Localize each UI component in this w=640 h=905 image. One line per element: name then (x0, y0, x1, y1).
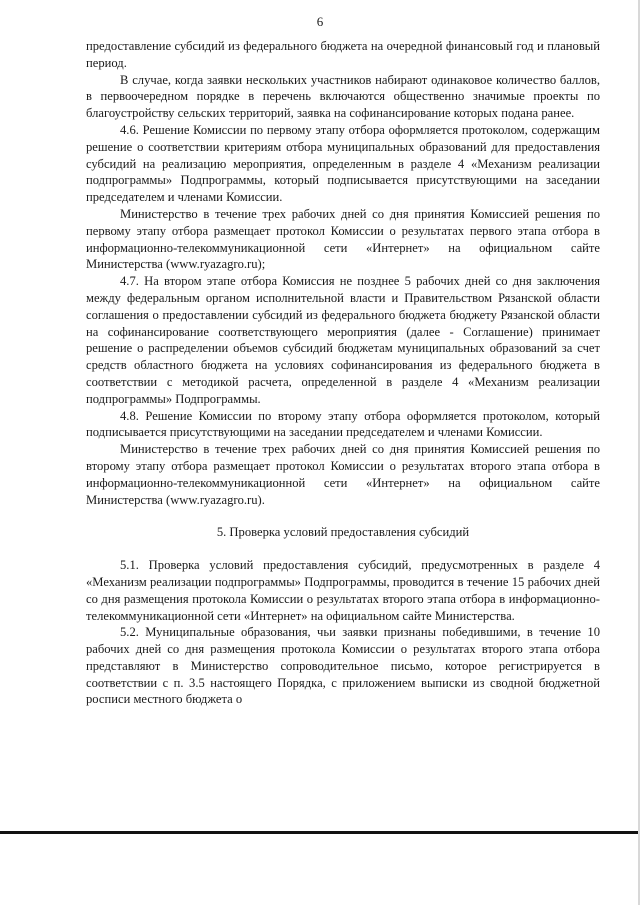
page-number: 6 (316, 14, 324, 29)
paragraph-first-stage-publication: Министерство в течение трех рабочих дней со дня принятия Комиссией решения по первому этапу отбора размещает протокол Комиссии о результатах первого этапа отбора в информационно-телекоммуникационной сети «Интернет» на официальном сайте Министерства (www.ryazagro.ru); (86, 206, 600, 272)
paragraph-equal-scores: В случае, когда заявки нескольких участников набирают одинаковое количество баллов, в первоочередном порядке в перечень включаются общественно значимые проекты по благоустройству сельских территорий, заявка на софинансирование которых подана ранее. (86, 72, 600, 121)
paragraph-second-stage-publication: Министерство в течение трех рабочих дней со дня принятия Комиссией решения по второму этапу отбора размещает протокол Комиссии о результатах второго этапа отбора в информационно-телекоммуникационной сети «Интернет» на официальном сайте Министерства (www.ryazagro.ru). (86, 442, 600, 507)
section-heading: 5. Проверка условий предоставления субсидий (216, 525, 470, 540)
paragraph-5-2: 5.2. Муниципальные образования, чьи заявки признаны победившими, в течение 10 рабочих дней со дня размещения протокола Комиссии о результатах второго этапа отбора представляют в Министерство сопроводительное письмо, которое регистрируется в соответствии с п. 3.5 настоящего Порядка, с приложением выписки из сводной бюджетной росписи местного бюджета о (86, 625, 600, 707)
paragraph-4-8: 4.8. Решение Комиссии по второму этапу отбора оформляется протоколом, который подписывается присутствующими на заседании председателем и членами Комиссии. (86, 408, 600, 440)
paragraph-4-6: 4.6. Решение Комиссии по первому этапу отбора оформляется протоколом, содержащим решение о соответствии критериям отбора муниципальных образований для предоставления субсидий на реализацию мероприятия, определенным в разделе 4 «Механизм реализации подпрограммы» Подпрограммы, который подписывается присутствующими на заседании председателем и членами Комиссии. (86, 122, 600, 205)
paragraph-5-1: 5.1. Проверка условий предоставления субсидий, предусмотренных в разделе 4 «Механизм реализации подпрограммы» Подпрограммы, проводится в течение 15 рабочих дней со дня размещения протокола Комиссии о результатах второго этапа отбора в информационно-телекоммуникационной сети «Интернет» на официальном сайте Министерства. (86, 558, 600, 623)
document-body (86, 38, 600, 708)
page-bottom-border (0, 831, 640, 834)
paragraph-continuation: предоставление субсидий из федерального бюджета на очередной финансовый год и плановый период. (86, 39, 600, 70)
paragraph-4-7: 4.7. На втором этапе отбора Комиссия не позднее 5 рабочих дней со дня заключения между федеральным органом исполнительной власти и Правительством Рязанской области соглашения о предоставлении субсидий из федерального бюджета бюджету Рязанской области на софинансирование соответствующего мероприятия (далее - Соглашение) принимает решение о распределении объемов субсидий бюджетам муниципальных образований за счет средств областного бюджета на условиях софинансирования из федерального бюджета в соответствии с методикой расчета, определенной в разделе 4 «Механизм реализации подпрограммы» Подпрограммы. (86, 274, 600, 406)
